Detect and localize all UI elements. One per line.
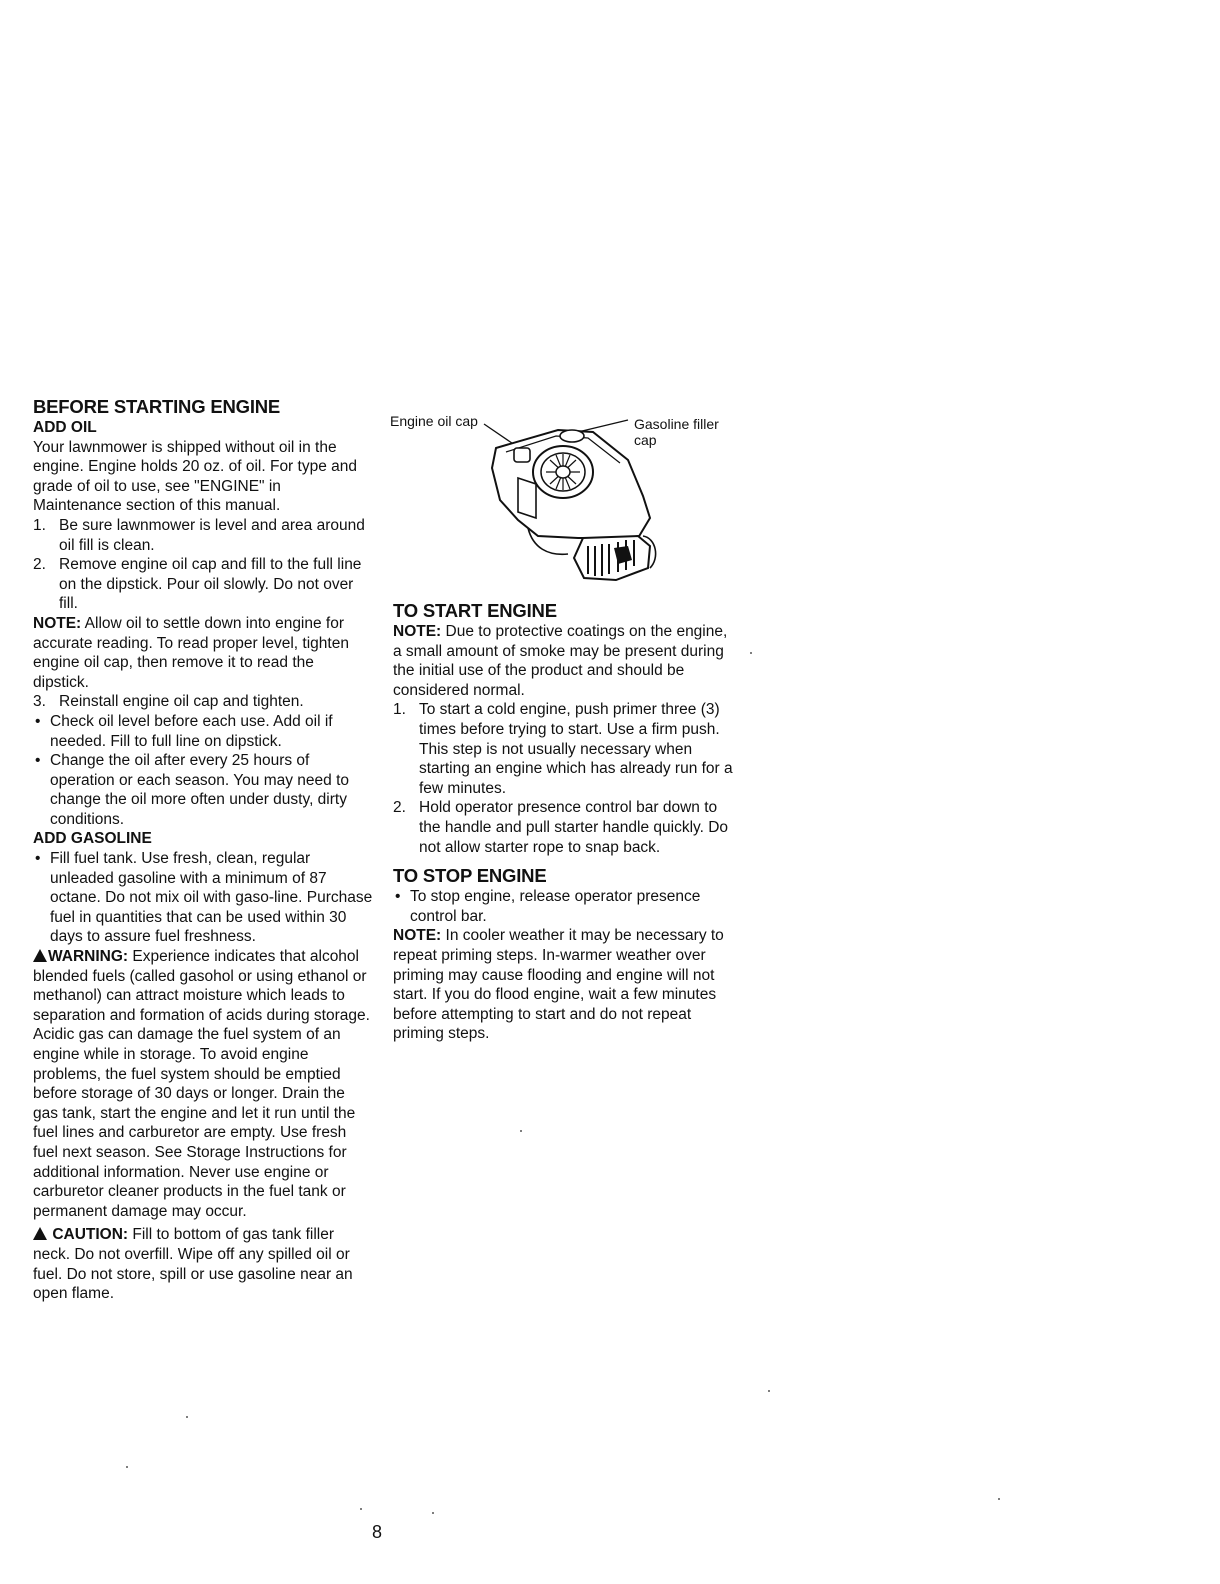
note-text: In cooler weather it may be necessary to repeat priming steps. In-warmer weather over priming may cause flooding and engine will not start. If you do flood engine, wait a few minutes before attempting to start and do not repeat priming steps. [393,927,724,1043]
add-oil-bullets [33,712,373,830]
label-engine-oil-cap: Engine oil cap [390,413,478,429]
note-label: NOTE: [393,927,442,945]
add-oil-note [33,614,373,692]
scan-speck [768,1390,770,1392]
bullet-text: Fill fuel tank. Use fresh, clean, regular unleaded gasoline with a minimum of 87 octane. Do not mix oil with gaso-line. Purchase fuel in quantities that can be used within 30 days to assure fuel freshness. [50,850,373,946]
stop-note [393,926,738,1044]
note-label: NOTE: [393,623,442,640]
warning-label: WARNING: [48,948,129,966]
bullet-icon: • [35,712,41,730]
add-oil-step-3 [33,692,373,712]
warning-text: Experience indicates that alcohol blended fuels (called gasohol or using ethanol or methanol) can attract moisture which leads to separation and formation of acids during storage. Acidic gas can damage the fuel system of an engine while in storage. To avoid engine problems, the fuel system should be emptied before storage of 30 days or longer. Drain the gas tank, start the engine and let it run until the fuel lines and carburetor are empty. Use fresh fuel next season. See Storage Instructions for additional information. Never use engine or carburetor cleaner products in the fuel tank or permanent damage may occur. [33,948,370,1220]
add-gasoline-bullets [33,849,373,947]
step-marker: 1. [33,516,46,534]
step-marker: 2. [33,556,46,574]
list-item [393,887,738,926]
step-marker: 2. [393,799,406,817]
scan-speck [998,1498,1000,1500]
step-text: Hold operator presence control bar down to the handle and pull starter handle quickly. Do not allow starter rope to snap back. [419,799,729,856]
list-item [393,798,738,857]
start-note [393,622,738,700]
engine-figure [388,408,738,598]
stop-bullets [393,887,738,926]
step-text: Reinstall engine oil cap and tighten. [59,693,304,711]
scan-speck [750,652,752,654]
caution-label: CAUTION: [52,1226,129,1244]
subheading-add-oil: ADD OIL [33,419,97,436]
bullet-text: Change the oil after every 25 hours of operation or each season. You may need to change the oil more often under dusty, dirty conditions. [50,752,350,828]
left-column [33,396,373,1304]
warning-triangle-icon [33,949,47,962]
step-marker: 3. [33,693,46,711]
caution-triangle-icon [33,1227,47,1240]
page-number: 8 [372,1522,383,1542]
note-label: NOTE: [33,614,82,632]
caution-text: Fill to bottom of gas tank filler neck. Do not overfill. Wipe off any spilled oil or fuel. Do not store, spill or use gasoline near an open flame. [33,1226,353,1303]
step-text: Remove engine oil cap and fill to the full line on the dipstick. Pour oil slowly. Do not over fill. [59,556,362,613]
note-text: Allow oil to settle down into engine for accurate reading. To read proper level, tighten engine oil cap, then remove it to read the dipstick. [33,614,349,691]
label-gasoline-filler-cap: Gasoline filler cap [634,416,719,448]
scan-speck [432,1512,434,1514]
bullet-text: Check oil level before each use. Add oil if needed. Fill to full line on dipstick. [50,712,333,750]
list-item [33,516,373,555]
step-text: To start a cold engine, push primer three (3) times before trying to start. Use a firm push. This step is not usually necessary when starting an engine which has already run for a few minutes. [419,701,733,797]
bullet-text: To stop engine, release operator presence control bar. [410,888,701,925]
gas-cap-leader-line [578,420,628,432]
section-title-to-start-engine: TO START ENGINE [393,600,557,621]
list-item [393,700,738,798]
section-title-before-starting: BEFORE STARTING ENGINE [33,396,281,417]
section-title-to-stop-engine: TO STOP ENGINE [393,865,547,887]
add-oil-steps [33,516,373,614]
gas-cap-shape [560,430,584,442]
start-steps [393,700,738,857]
scan-speck [360,1508,362,1510]
list-item [33,712,373,751]
bullet-icon: • [35,752,41,770]
warning-paragraph [33,947,373,1221]
step-text: Be sure lawnmower is level and area around oil fill is clean. [59,516,365,554]
bullet-icon: • [35,850,41,868]
add-oil-intro: Your lawnmower is shipped without oil in the engine. Engine holds 20 oz. of oil. For type and grade of oil to use, see "ENGINE" in Maintenance section of this manual. [33,438,357,515]
list-item [33,751,373,829]
oil-cap-shape [514,448,530,462]
caution-paragraph [33,1225,373,1303]
right-column [393,600,738,1044]
note-text: Due to protective coatings on the engine, a small amount of smoke may be present during the initial use of the product and should be considered normal. [393,623,728,699]
list-item [33,692,373,712]
subheading-add-gasoline: ADD GASOLINE [33,830,152,848]
engine-illustration [388,408,738,598]
scan-speck [520,1130,522,1132]
step-marker: 1. [393,701,406,719]
scan-speck [126,1466,128,1468]
list-item [33,849,373,947]
list-item [33,555,373,614]
bullet-icon: • [395,888,401,906]
scan-speck [186,1416,188,1418]
